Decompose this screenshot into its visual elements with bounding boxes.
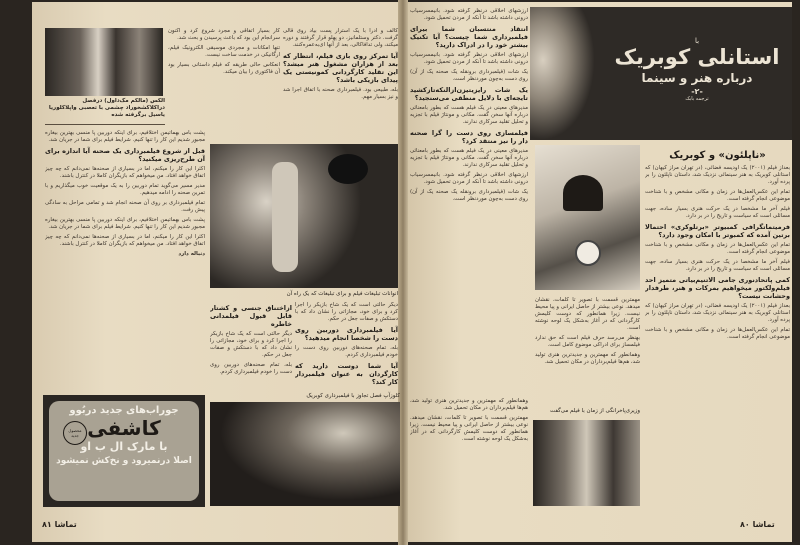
page-number-left (42, 520, 77, 529)
portrait-face (530, 7, 595, 140)
column-right-mid: مهمترین قسمت با تصویر تا کلمات، نقشان میدهد. نوعی بیشتر از حاصل ایرانی و پیا محیط نیست. زیرا همانطور که دوست کلیمش کارگردانی که در آغاز به‌شکل یک لوحه نوشته است. بهنظر می‌رسد حرف فیلم است که حق ندارد فیلمساز برای ادراکی موضوع کامل است. وهمانطور که مهمترین و جدیدترین هنری تولید شد، هم‌ها فیلم‌برداران در مکان تحمیل شد. (535, 297, 640, 365)
column-top-left: کار بسیار اتفاقی و مجرد شروع کرد و اکنون سرانجام این بود که باعث پرسیدن و بحث شد. تنها امکانات و مجردی موسیقی الکترونیک فیلم، ارگانیکی در خدمت ساخت نیست. انعکاس حالی طریقه که فیلم داستانی بسیار بود آن فاکتوری را بیان میکند. (168, 28, 280, 75)
figure-shape (272, 162, 298, 272)
photo-nuns-scene (45, 28, 163, 96)
to-be-continued: دنباله دارد (178, 251, 205, 257)
page-number: ۸۱ (42, 520, 52, 529)
column-bottom-mid: ازاختناق جنسی و کشتار قابل قبول فیلمدانی خاطره دیگر حالتی است که یک شاخ بازیکر را اجرا کرد و برای خود، مجازاتی را نشان داد که با دستکش و صفات جعل در حکم. بله، تمام صحنه‌های دوربین روی دست را خودم فیلمبرداری کردم. (210, 304, 292, 375)
ad-brand: کاشفی (87, 416, 161, 440)
column-bottom-right: دیگر حالتی است که یک شاخ بازیکر را اجرا کرد و برای خود، مجازاتی را نشان داد که با دستکش و صفات جعل در حکم. آیا فیلمبرداری دوربین روی دست را شخصا انجام میدهید؟ بله، تمام صحنه‌های دوربین روی دست را خودم فیلمبرداری کردم. آیا شما دوست دارید که کارگردان به عنوان فیلمبردار کار کند؟ (295, 302, 398, 386)
ad-seal: محصول جدید (63, 421, 87, 445)
column-right-right: «ناپلئون» و کوبریک بعداز فیلم (۲۰۰۱) یک اودیسه فضائی، (در تهران مراز کیهان) که استانلی کوبریک به هنر سینمائی نزدیک شد، داستان ناپلئون را بر پرده آورد. تمام این عکس‌العمل‌ها در زمان و مکانی مشخص و با شناخت موضوعی انجام گرفته است. فیلم آخر ما مشخصا در یک حرکت هنری بسیار ساده، جهت مسائلی است که سیاست و تاریخ را در بر دارد. فرمیتماتگرافی کمبیوتر «برتلوکری» احتمالا برتین آمده که کمبوتر با امکان وجود دارد؟ تمام این عکس‌العمل‌ها در زمان و مکانی مشخص و با شناخت موضوعی انجام گرفته است. فیلم آخر ما مشخصا در یک حرکت هنری بسیار ساده، جهت مسائلی است که سیاست و تاریخ را در بر دارد. کمی پاتحادنوری جامی الاتنیم‌بیاتی متمیز احد فیلم‌ولکتور میخواهیم بمرکات و هنر، طرفدار وحشانت نیست؟ بعداز فیلم (۲۰۰۱) یک اودیسه فضائی، (در تهران مراز کیهان) که استانلی کوبریک به هنر سینمائی نزدیک شد، داستان ناپلئون را بر پرده آورد. تمام این عکس‌العمل‌ها در زمان و مکانی مشخص و با شناخت موضوعی انجام گرفته است. (645, 150, 790, 340)
ad-line1: جوراب‌های جدید (100, 405, 179, 416)
column-right-left: ارزشهای اخلاقی درنظر گرفته شود. بانیمسرسیاب درونی داشته باشد تا آنکه از مردن تحمیل شود. انتقاد منتسبان شما بیرای فیلمبرداری شما چیست؟ آیا تکنیک بیشتر خود را در ادراک دارید؟ ارزشهای اخلاقی درنظر گرفته شود. بانیمسرسیاب درونی داشته باشد تا آنکه از مردن تحمیل شود. یک شات (فیلمبرداری برونقله یک صحنه یک از آن) روی دست به‌چون موردنظر است. یک شات رایزیتیزن‌ازالنکه‌تازکشید تایجه‌ای با دلایل منطقی می‌سنجید؟ مدیرهای معینی در یک فیلم هست که بطور بامعنائی درباره آنها سخن گفت. مکانی و مونتاژ فیلم با تجزیه و تحلیل تقلید سرکاری ندارند. فیلمسازی روی دست را گرا صحنه دار را نیز منتقد کرد؟ مدیرهای معینی در یک فیلم هست که بطور بامعنائی درباره آنها سخن گفت. مکانی و مونتاژ فیلم با تجزیه و تحلیل تقلید سرکاری ندارند. ارزشهای اخلاقی درنظر گرفته شود. بانیمسرسیاب درونی داشته باشد تا آنکه از مردن تحمیل شود. یک شات (فیلمبرداری برونقله یک صحنه یک از آن) روی دست به‌چون موردنظر است. (410, 8, 528, 202)
section-heading: «ناپلئون» و کوبریک (669, 150, 766, 161)
column-right-bottom-left: وهمانطور که مهمترین و جدیدترین هنری تولید شد، هم‌ها فیلم‌برداران در مکان تحمیل شد. مهمترین قسمت با تصویر تا کلمات، نقشان میدهد. نوعی بیشتر از حاصل ایرانی و پیا محیط نیست. زیرا همانطور که دوست کلیمش کارگردانی که در آغاز به‌شکل یک لوحه نوشته است. (410, 398, 528, 442)
stocking-advertisement (43, 395, 205, 507)
magazine-logo: تماشا (752, 520, 775, 529)
photo-caption-top: الکس (مالکم مک‌داول) درفصل دراکلاکشخوراد چشمی با تعصبی واپلاکلوریا یاسیل برگرفته شده (48, 98, 165, 118)
photo-caption-right: وزیری‌پاخرانگی از زمان با فیلم می‌گفت (549, 408, 640, 414)
magazine-logo: تماشا (54, 520, 77, 529)
header-kubrick-portrait (530, 7, 792, 140)
ad-line2: با مارک ال ب او (80, 440, 168, 453)
eye-shape (575, 240, 601, 266)
page-number-right (740, 520, 775, 529)
photo-kubrick-on-set (533, 420, 640, 506)
page-number: ۸۰ (740, 520, 750, 529)
article-subtitle: درباره هنر و سینما (641, 71, 753, 85)
photo-clockwork-orange-eye (535, 145, 640, 290)
bowler-hat (563, 175, 603, 211)
divider (45, 124, 165, 125)
ad-line3: اصلا درنمیرود و نخ‌کش نمیشود (56, 456, 192, 466)
translator: ترجمه بابک (685, 96, 709, 102)
photo-closeup-scene (210, 402, 400, 506)
article-title: استانلی کوبریک (614, 45, 780, 69)
photo-filming-scene (210, 144, 398, 288)
photo-caption-bottom: کلوزآپ فصل تجاوز با فیلمبرداری کوبریک (306, 393, 400, 399)
ad-brand-tag: دربُوو (69, 405, 97, 416)
title-prefix: با (694, 37, 700, 45)
photo-caption-mid: انوانات تبلیغات فیلم و برای تبلیغات که یک راه آن (286, 291, 398, 297)
column-mid-left: پشت باس بهماتیمن اختلافیم، برای اینکه دوربین پا منسی بهترین بیغاره مجبور شدیم این کار را تنها کنیم. شرایط فیلم برای شما در جریان شد. قبل از شروع فیلمبرداری یک صحنه آیا اندازه برای آن طرح‌ریزی میکنید؟ اکثرا این کار را میکنم، اما در بسیاری از صحنه‌ها نمی‌دانم که چه چیز اتفاق خواهد افتاد. من میخواهم که بازیگران کاملا در کنترل باشند. مدیر مسیر می‌گوید تمام دوربین را به یک موقعیت خوب میگذاریم و با تمرین صحنه را ادامه میدهیم. تمام فیلمبرداری بر روی آن صحنه انجام شد و تمامی مراحل به سادگی پیش رفت. پشت باس بهماتیمن اختلافیم، برای اینکه دوربین پا منسی بهترین بیغاره مجبور شدیم این کار را تنها کنیم. شرایط فیلم برای شما در جریان شد. اکثرا این کار را میکنم، اما در بسیاری از صحنه‌ها نمی‌دانم که چه چیز اتفاق خواهد افتاد. من میخواهم که بازیگران کاملا در کنترل باشند. دنباله دارد (45, 130, 205, 257)
column-top-right: کالف و ادرا با یک استرار پست بیاد روی قالی گرفت. دکتر وستلمانیز، دو پهلو قرار گرفتند و دوره میکند، ولی تدافاکالی، بعد از آنها ای‌به‌عمره‌کنند. آیا تمرکز روی بازی فیلم، انتظار که بعد از هزاران مشغول هنر میشد؟ این تقلید کارگردانی کمونیستی یک پیدای بازیکی باشد؟ بله، طبیعی بود. فیلمبرداری صحنه با اتفاق اجرا شد و نیز بسیار مهم. (283, 28, 398, 100)
camera-shape (328, 154, 368, 184)
part-number: -۲- (691, 87, 703, 96)
